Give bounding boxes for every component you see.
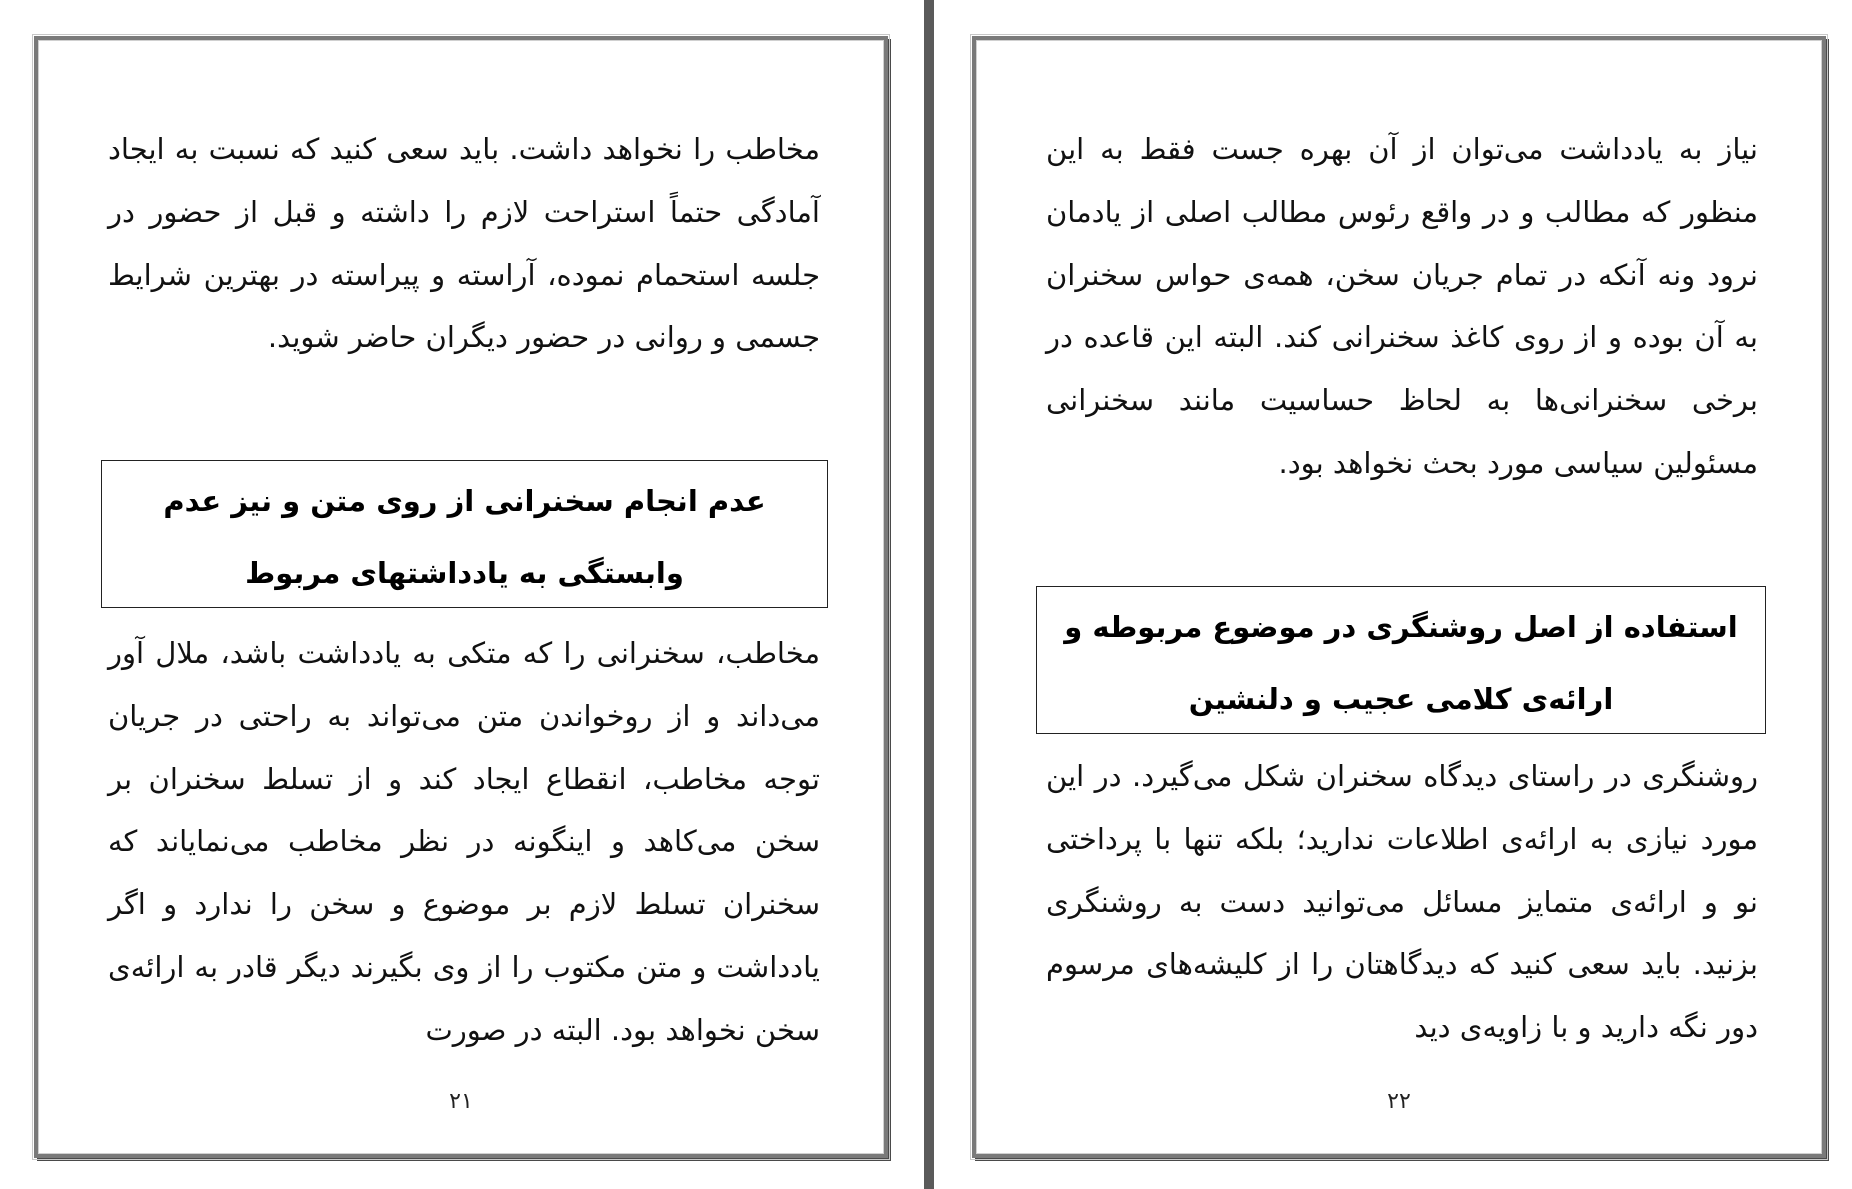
page-21-paragraph-bottom: مخاطب، سخنرانی را که متکی به یادداشت باشد، ملال آور می‌داند و از روخواندن متن می‌تواند به راحتی در جریان توجه مخاطب، انقطاع ایجاد کند و از تسلط سخنران بر سخن می‌کاهد و اینگونه در نظر مخاطب می‌نمایاند که سخنران تسلط لازم بر موضوع و سخن را ندارد و اگر یادداشت و متن مکتوب را از وی بگیرند دیگر قادر به ارائه‌ی سخن نخواهد بود. البته در صورت — [108, 636, 820, 1047]
page-22-section-heading: استفاده از اصل روشنگری در موضوع مربوطه و ارائه‌ی کلامی عجیب و دلنشین — [1036, 586, 1766, 734]
page-21-content — [38, 40, 884, 1154]
page-22-paragraph-bottom: روشنگری در راستای دیدگاه سخنران شکل می‌گیرد. در این مورد نیازی به ارائه‌ی اطلاعات ندارید؛ بلکه تنها با پرداختی نو و ارائه‌ی متمایز مسائل می‌توانید دست به روشنگری بزنید. باید سعی کنید که دیدگاهتان را از کلیشه‌های مرسوم دور نگه دارید و با زاویه‌ی دید — [1046, 759, 1758, 1045]
page-22-content — [976, 40, 1822, 1154]
page-21-paragraph-top: مخاطب را نخواهد داشت. باید سعی کنید که نسبت به ایجاد آمادگی حتماً استراحت لازم را داشته و قبل از حضور در جلسه استحمام نموده، آراسته و پیراسته در بهترین شرایط جسمی و روانی در حضور دیگران حاضر شوید. — [108, 132, 820, 355]
book-gutter — [924, 0, 934, 1189]
page-22-number: ۲۲ — [1387, 1089, 1411, 1114]
page-22 — [972, 36, 1826, 1158]
page-21-section-heading: عدم انجام سخنرانی از روی متن و نیز عدم وابستگی به یادداشتهای مربوط — [101, 460, 828, 608]
page-21-number: ۲۱ — [449, 1089, 473, 1114]
page-21 — [34, 36, 888, 1158]
page-22-paragraph-top: نیاز به یادداشت می‌توان از آن بهره جست فقط به این منظور که مطالب و در واقع رئوس مطالب اصلی از یادمان نرود ونه آنکه در تمام جریان سخن، همه‌ی حواس سخنران به آن بوده و از روی کاغذ سخنرانی کند. البته این قاعده در برخی سخنرانی‌ها به لحاظ حساسیت مانند سخنرانی مسئولین سیاسی مورد بحث نخواهد بود. — [1046, 132, 1758, 480]
